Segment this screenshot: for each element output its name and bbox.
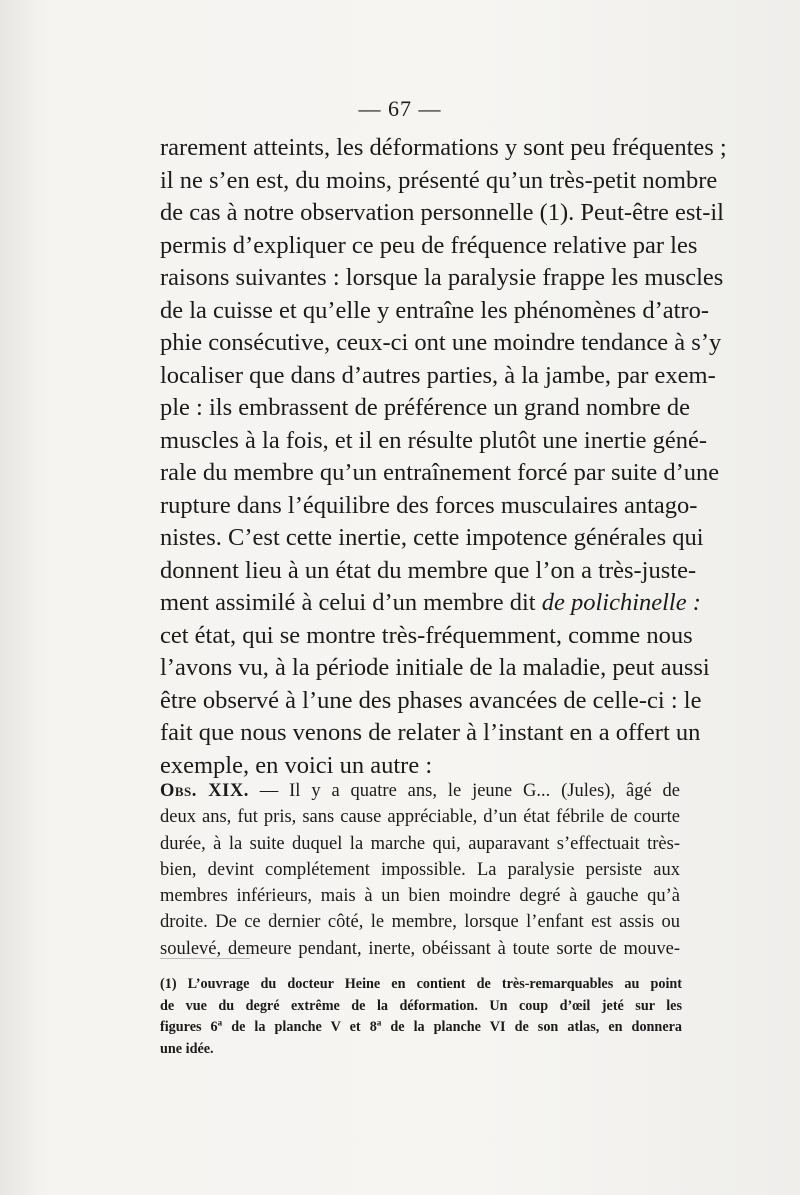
- text-line: raisons suivantes : lorsque la paralysie frappe les muscles: [160, 264, 724, 291]
- text-line: fait que nous venons de relater à l’instant en a offert un: [160, 719, 701, 746]
- text-segment: de la planche VI de son atlas, en donnera: [381, 1019, 683, 1035]
- observation-line: deux ans, fut pris, sans cause appréciable, d’un état fébrile de courte: [160, 807, 680, 828]
- text-line: être observé à l’une des phases avancées de celle-ci : le: [160, 686, 702, 714]
- text-line: il ne s’en est, du moins, présenté qu’un très-petit nombre: [160, 166, 718, 194]
- text-line: phie consécutive, ceux-ci ont une moindre tendance à s’y: [160, 329, 722, 356]
- observation-block: [160, 778, 680, 962]
- footnote-line: (1) L’ouvrage du docteur Heine en contient de très-remarquables au point: [160, 976, 682, 992]
- italic-term: de polichinelle :: [541, 589, 701, 616]
- main-text: [160, 132, 727, 782]
- superscript: a: [376, 1017, 382, 1028]
- text-segment: figures 6: [160, 1019, 218, 1035]
- observation-first-line: [160, 778, 680, 804]
- observation-label: Obs. XIX.: [160, 781, 249, 801]
- text-line: cet état, qui se montre très-fréquemment, comme nous: [160, 621, 693, 649]
- observation-line: membres inférieurs, mais à un bien moindre degré à gauche qu’à: [160, 886, 680, 907]
- observation-line: soulevé, demeure pendant, inerte, obéissant à toute sorte de mouve-: [160, 938, 680, 959]
- observation-line: durée, à la suite duquel la marche qui, auparavant s’effectuait très-: [160, 833, 680, 854]
- text-line: rale du membre qu’un entraînement forcé par suite d’une: [160, 459, 720, 486]
- footnote-line: [160, 1017, 682, 1039]
- text-segment: ment assimilé à celui d’un membre dit: [160, 589, 536, 616]
- text-line: exemple, en voici un autre :: [160, 751, 433, 779]
- footnote-separator: [160, 958, 250, 959]
- footnote-line: de vue du degré extrême de la déformation. Un coup d’œil jeté sur les: [160, 997, 682, 1014]
- text-line: de la cuisse et qu’elle y entraîne les phénomènes d’atro-: [160, 296, 709, 324]
- text-line: ple : ils embrassent de préférence un grand nombre de: [160, 394, 690, 421]
- text-line: l’avons vu, à la période initiale de la maladie, peut aussi: [160, 654, 710, 681]
- text-segment: de la planche V et 8: [222, 1019, 377, 1035]
- text-line: de cas à notre observation personnelle (1). Peut-être est-il: [160, 199, 724, 226]
- text-line-italic-term: [160, 587, 701, 620]
- text-line: rarement atteints, les déformations y sont peu fréquentes ;: [160, 134, 727, 161]
- text-line: permis d’expliquer ce peu de fréquence relative par les: [160, 231, 698, 259]
- text-line: muscles à la fois, et il en résulte plutôt une inertie géné-: [160, 426, 707, 454]
- superscript: a: [217, 1017, 223, 1028]
- text-line: rupture dans l’équilibre des forces musculaires antago-: [160, 491, 698, 519]
- footnote: [160, 974, 682, 1060]
- text-line: donnent lieu à un état du membre que l’on a très-juste-: [160, 556, 697, 584]
- text-segment: — Il y a quatre ans, le jeune G... (Jules), âgé de: [259, 781, 681, 801]
- observation-line: bien, devint complétement impossible. La paralysie persiste aux: [160, 859, 680, 880]
- text-line: localiser que dans d’autres parties, à la jambe, par exem-: [160, 361, 716, 389]
- page-number: — 67 —: [358, 96, 442, 121]
- footnote-line: une idée.: [160, 1040, 214, 1057]
- observation-line: droite. De ce dernier côté, le membre, lorsque l’enfant est assis ou: [160, 912, 680, 933]
- text-line: nistes. C’est cette inertie, cette impotence générales qui: [160, 524, 704, 551]
